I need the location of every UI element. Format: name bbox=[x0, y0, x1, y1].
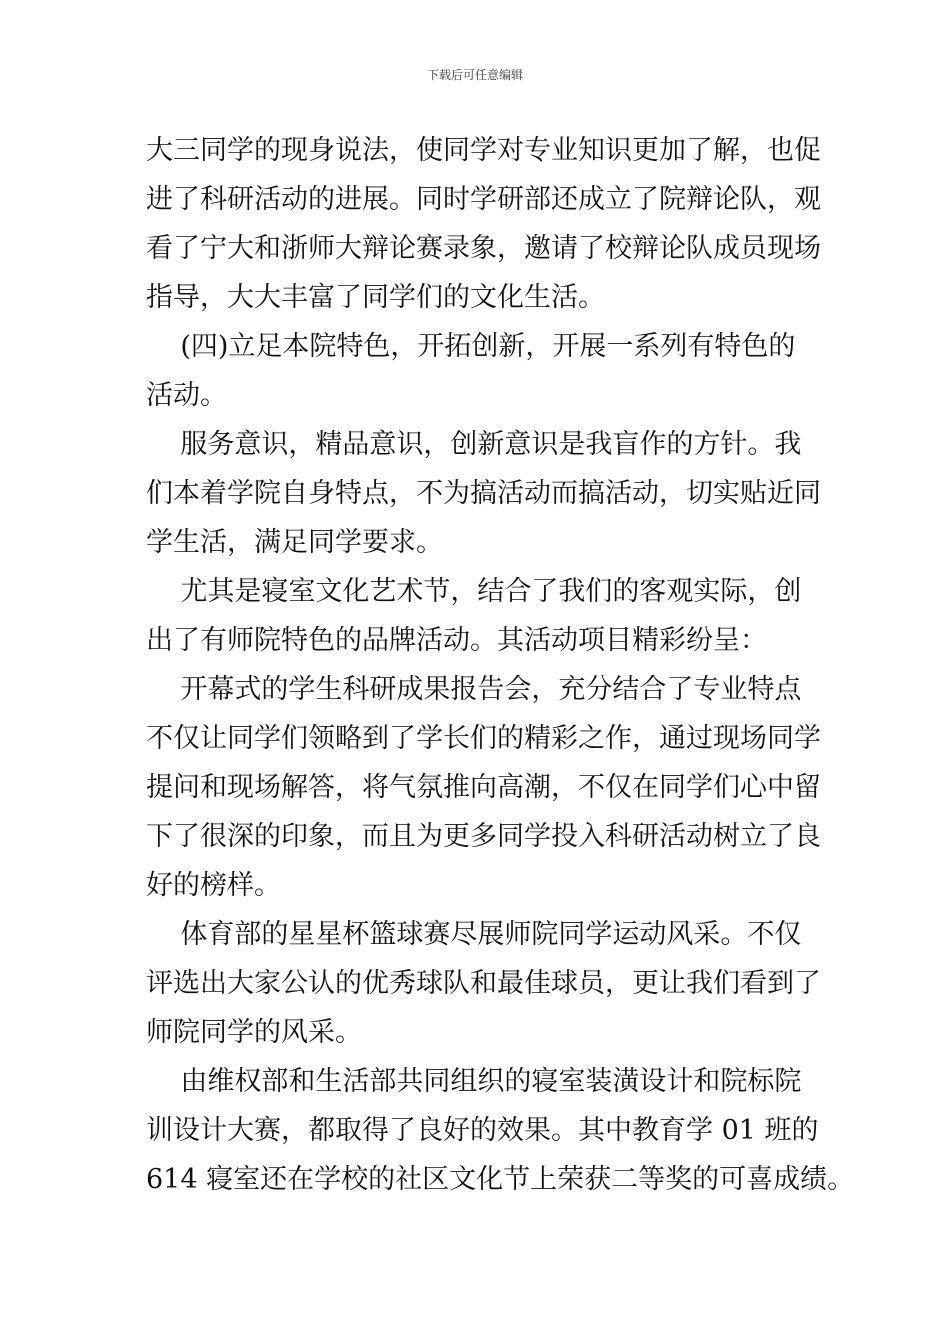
text-line: 训设计大赛，都取得了良好的效果。其中教育学 01 班的 bbox=[146, 1115, 819, 1146]
page-header: 下载后可任意编辑 bbox=[426, 68, 523, 82]
text-line: 体育部的星星杯篮球赛尽展师院同学运动风采。不仅 bbox=[146, 919, 802, 950]
text-line: 学生活，满足同学要求。 bbox=[146, 527, 443, 558]
text-line: 尤其是寝室文化艺术节，结合了我们的客观实际，创 bbox=[146, 576, 802, 607]
text-line: 出了有师院特色的品牌活动。其活动项目精彩纷呈： bbox=[146, 625, 767, 656]
document-body bbox=[146, 126, 855, 1204]
text-line: 指导，大大丰富了同学们的文化生活。 bbox=[146, 282, 605, 313]
text-line: 们本着学院自身特点，不为搞活动而搞活动，切实贴近同 bbox=[146, 478, 821, 509]
text-line: 评选出大家公认的优秀球队和最佳球员，更让我们看到了 bbox=[146, 968, 821, 999]
text-line: 大三同学的现身说法，使同学对专业知识更加了解，也促 bbox=[146, 135, 821, 166]
text-line: (四)立足本院特色，开拓创新，开展一系列有特色的 bbox=[146, 331, 796, 362]
text-line: 由维权部和生活部共同组织的寝室装潢设计和院标院 bbox=[146, 1066, 802, 1097]
text-line: 下了很深的印象，而且为更多同学投入科研活动树立了良 bbox=[146, 821, 821, 852]
text-line: 看了宁大和浙师大辩论赛录象，邀请了校辩论队成员现场 bbox=[146, 233, 821, 264]
text-line: 服务意识，精品意识，创新意识是我盲作的方针。我 bbox=[146, 429, 802, 460]
text-line: 好的榜样。 bbox=[146, 870, 281, 901]
text-line: 进了科研活动的进展。同时学研部还成立了院辩论队，观 bbox=[146, 184, 821, 215]
text-line: 开幕式的学生科研成果报告会，充分结合了专业特点 bbox=[146, 674, 802, 705]
text-line: 提问和现场解答，将气氛推向高潮，不仅在同学们心中留 bbox=[146, 772, 821, 803]
text-line: 不仅让同学们领略到了学长们的精彩之作，通过现场同学 bbox=[146, 723, 821, 754]
text-line: 师院同学的风采。 bbox=[146, 1017, 362, 1048]
text-line: 活动。 bbox=[146, 380, 227, 411]
text-line: 614 寝室还在学校的社区文化节上荣获二等奖的可喜成绩。 bbox=[146, 1164, 855, 1195]
